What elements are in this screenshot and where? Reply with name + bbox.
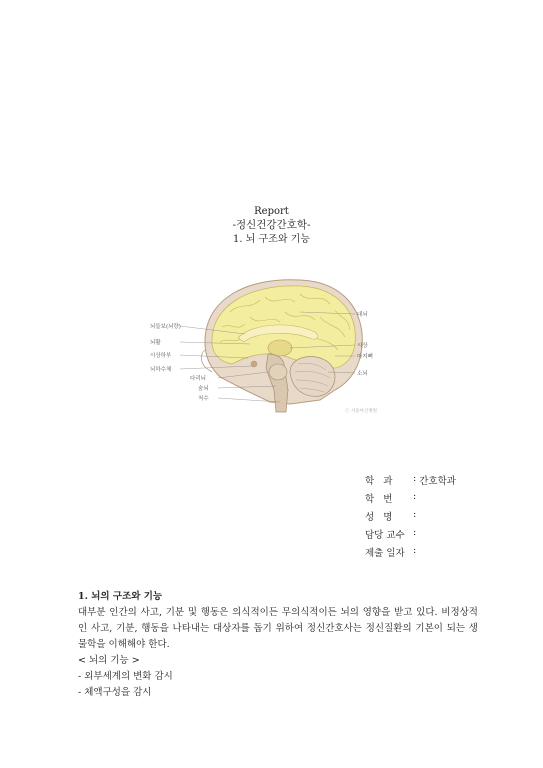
brain-illustration (150, 272, 390, 422)
label-pons: 다리뇌 (190, 376, 206, 382)
title-block (0, 205, 543, 246)
info-sep: : (413, 545, 417, 556)
label-medulla: 숨뇌 (198, 386, 209, 392)
label-cerebellum: 소뇌 (357, 371, 368, 377)
label-fornix: 뇌활 (150, 340, 161, 346)
list-item: - 외부세계의 변화 감시 (78, 671, 173, 682)
label-spinal-cord: 척수 (198, 396, 209, 402)
info-sep: : (413, 509, 417, 520)
info-key: 학 번 (365, 494, 393, 505)
label-thalamus: 시상 (357, 343, 368, 349)
label-corpus-callosum: 뇌들보(뇌량) (150, 324, 181, 330)
info-key: 담당 교수 (365, 530, 405, 541)
info-row (365, 473, 456, 491)
info-value: 간호학과 (419, 476, 456, 487)
label-pituitary: 뇌하수체 (150, 367, 172, 373)
section-paragraph: 대부분 인간의 사고, 기분 및 행동은 의식적이든 무의식적이든 뇌의 영향을 받고 있다. 비정상적인 사고, 기분, 행동을 나타내는 대상자를 돕기 위하여 정신간호사는 정신질환의 기본이 되는 생물학을 이해해야 한다. (78, 607, 478, 650)
info-sep: : (413, 527, 417, 538)
report-title: Report (254, 206, 289, 217)
section-brain-structure (78, 589, 478, 701)
info-key: 제출 일자 (365, 548, 405, 559)
label-hypothalamus: 시상하부 (150, 353, 172, 359)
info-key: 학 과 (365, 476, 393, 487)
info-row (365, 509, 456, 527)
student-info (365, 473, 456, 563)
section-heading: 1. 뇌의 구조와 기능 (78, 591, 163, 602)
info-key: 성 명 (365, 512, 393, 523)
label-skull: 마지뼈 (357, 354, 373, 360)
list-item: - 체액구성을 감시 (78, 687, 152, 698)
brain-diagram (150, 272, 390, 422)
label-cerebrum: 대뇌 (357, 312, 368, 318)
info-sep: : (413, 491, 417, 502)
report-subtitle: -정신건강간호학- (232, 219, 311, 231)
info-row (365, 491, 456, 509)
list-title: < 뇌의 기능 > (78, 655, 140, 666)
info-row (365, 527, 456, 545)
figure-credit: ⓒ 서울아산병원 (345, 409, 378, 414)
thalamus-shape (268, 340, 292, 356)
info-row (365, 545, 456, 563)
info-sep: : (413, 473, 417, 484)
chapter-title: 1. 뇌 구조와 기능 (232, 234, 311, 245)
